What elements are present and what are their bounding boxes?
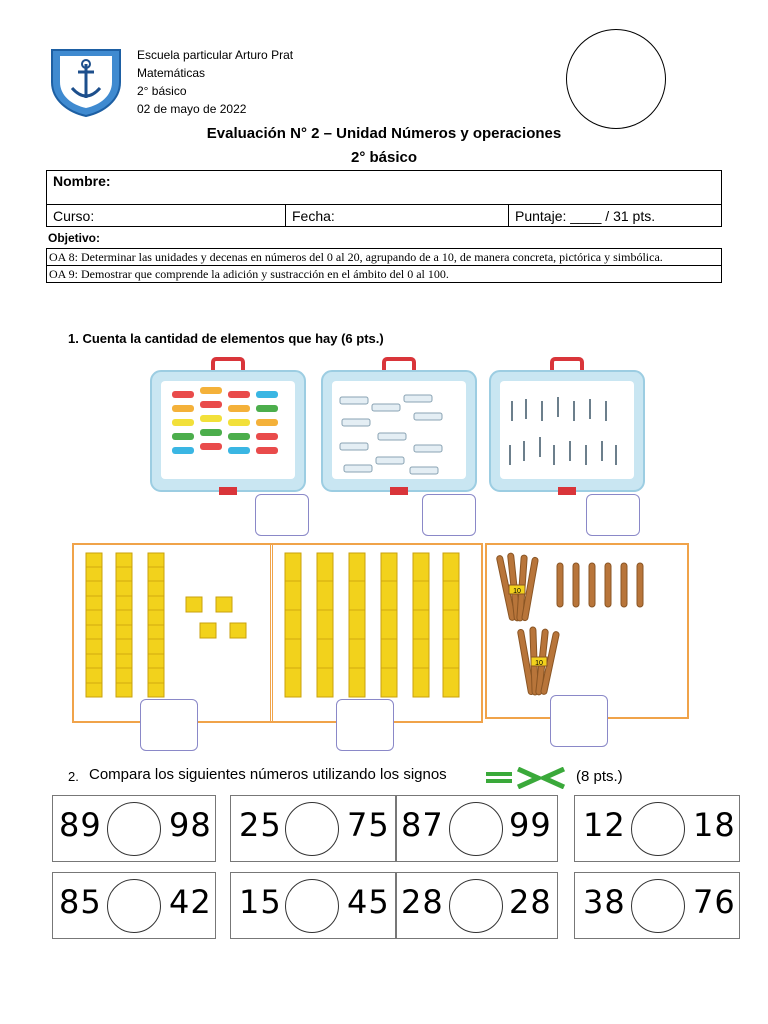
right-number: 42	[169, 883, 212, 921]
answer-box-thermometers[interactable]	[586, 494, 640, 536]
objective-oa8: OA 8: Determinar las unidades y decenas en números del 0 al 20, agrupando de a 10, de manera concreta, pictórica y simbólica.	[47, 249, 722, 266]
grade-circle[interactable]	[566, 29, 666, 129]
objective-oa9: OA 9: Demostrar que comprende la adición y sustracción en el ámbito del 0 al 100.	[47, 266, 722, 283]
objective-label: Objetivo:	[48, 231, 101, 245]
name-field[interactable]	[47, 171, 722, 205]
case-syringes-image	[318, 357, 480, 502]
right-number: 98	[169, 806, 212, 844]
score-field[interactable]	[509, 205, 722, 227]
comparison-item-2	[230, 795, 396, 862]
page-title: Evaluación N° 2 – Unidad Números y operaciones	[206, 125, 562, 142]
date-label: Fecha:	[292, 207, 335, 224]
comparison-item-3	[396, 795, 558, 862]
answer-box-blocks[interactable]	[255, 494, 309, 536]
question-2-points: (8 pts.)	[576, 768, 623, 785]
name-label: Nombre:	[53, 173, 111, 189]
date-field[interactable]	[286, 205, 509, 227]
sticks-panel	[485, 543, 689, 719]
answer-circle[interactable]	[285, 879, 339, 933]
right-number: 75	[347, 806, 390, 844]
objectives-table	[46, 248, 722, 283]
left-number: 89	[59, 806, 102, 844]
answer-box-base-ten-1[interactable]	[140, 699, 198, 751]
left-number: 85	[59, 883, 102, 921]
grade: 2° básico	[137, 84, 187, 98]
right-number: 18	[693, 806, 736, 844]
comparison-item-8	[574, 872, 740, 939]
base-ten-panel-2	[270, 543, 483, 723]
left-number: 12	[583, 806, 626, 844]
answer-box-syringes[interactable]	[422, 494, 476, 536]
case-blocks-image	[147, 357, 309, 502]
course-label: Curso:	[53, 207, 95, 224]
answer-circle[interactable]	[449, 802, 503, 856]
answer-circle[interactable]	[285, 802, 339, 856]
answer-circle[interactable]	[107, 879, 161, 933]
right-number: 28	[509, 883, 552, 921]
answer-circle[interactable]	[449, 879, 503, 933]
answer-box-sticks[interactable]	[550, 695, 608, 747]
right-number: 45	[347, 883, 390, 921]
score-label: Puntaje: ____ / 31 pts.	[515, 207, 656, 224]
answer-box-base-ten-2[interactable]	[336, 699, 394, 751]
left-number: 15	[239, 883, 282, 921]
comparison-item-5	[52, 872, 216, 939]
page-subtitle: 2° básico	[350, 149, 418, 166]
answer-circle[interactable]	[631, 802, 685, 856]
question-2-text: Compara los siguientes números utilizando los signos	[89, 766, 447, 783]
case-thermometers-image	[486, 357, 648, 502]
comparison-item-6	[230, 872, 396, 939]
right-number: 99	[509, 806, 552, 844]
question-2-number: 2.	[68, 769, 79, 784]
bundle-label-2: 10	[535, 660, 543, 667]
student-info-table	[46, 170, 722, 227]
comparison-item-1	[52, 795, 216, 862]
comparison-item-4	[574, 795, 740, 862]
left-number: 28	[401, 883, 444, 921]
question-1-text: 1. Cuenta la cantidad de elementos que hay (6 pts.)	[68, 331, 384, 346]
comparison-signs-icon	[484, 767, 568, 789]
answer-circle[interactable]	[631, 879, 685, 933]
left-number: 38	[583, 883, 626, 921]
answer-circle[interactable]	[107, 802, 161, 856]
base-ten-panel-1	[72, 543, 273, 723]
comparison-item-7	[396, 872, 558, 939]
course-field[interactable]	[47, 205, 286, 227]
date: 02 de mayo de 2022	[137, 102, 247, 116]
subject: Matemáticas	[137, 66, 206, 80]
right-number: 76	[693, 883, 736, 921]
left-number: 87	[401, 806, 444, 844]
left-number: 25	[239, 806, 282, 844]
school-logo	[46, 44, 126, 118]
school-name: Escuela particular Arturo Prat	[137, 48, 294, 62]
bundle-label-1: 10	[513, 588, 521, 595]
